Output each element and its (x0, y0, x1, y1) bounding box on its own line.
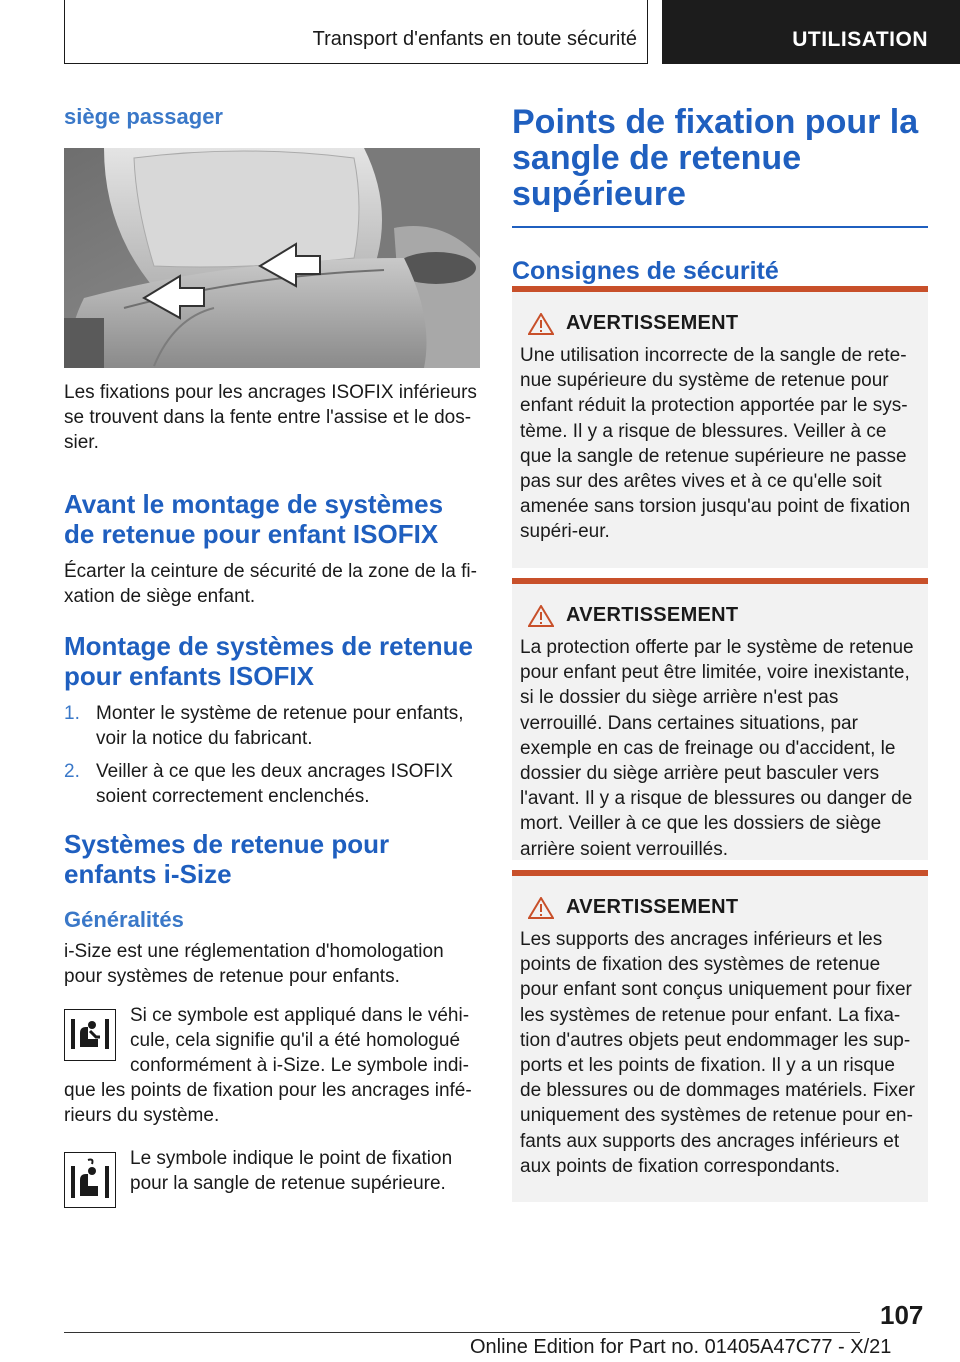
top-tether-symbol-note (64, 1146, 480, 1196)
step-number: 2. (64, 761, 80, 782)
warning-header (528, 896, 920, 919)
mounting-heading: Montage de systèmes de retenue pour enfants ISOFIX (64, 631, 473, 691)
warning-text: Les supports des ancrages inférieurs et les points de fixation des systèmes de retenue pour enfant sont conçus uniquement pour fixer les systèmes de retenue pour enfant. La fixa-tion d'autres objets peut endommager les sup-ports et les points de fixation. Il y a un risque de blessures ou de dommages matériels. Fixer uniquement des systèmes de retenue pour en-fants aux supports des ancrages inférieurs et aux points de fixation correspondants. (520, 929, 915, 1177)
left-column (64, 100, 480, 1212)
page-number: 107 (880, 1300, 924, 1330)
safety-heading: Consignes de sécurité (512, 256, 779, 285)
list-item (64, 701, 480, 751)
footer-divider (64, 1332, 860, 1333)
header-section-title: Transport d'enfants en toute sécurité (312, 28, 637, 50)
warning-box (512, 870, 928, 1202)
warning-text: Une utilisation incorrecte de la sangle de rete-nue supérieure du système de retenue pour enfant réduit la protection apportée par le sys-tème. Il y a risque de blessures. Veiller à ce que la sangle de retenue supérieure ne passe pas sur des arêtes vives et à ce qu'elle soit amenée sans torsion jusqu'au point de fixation supéri-eur. (520, 345, 911, 543)
warning-header (528, 604, 920, 627)
warning-header (528, 312, 920, 335)
warning-label: AVERTISSEMENT (566, 896, 739, 918)
warning-triangle-icon (528, 897, 554, 919)
top-tether-icon (64, 1152, 116, 1208)
seat-description: Les fixations pour les ancrages ISOFIX inférieurs se trouvent dans la fente entre l'assise et le dos-sier. (64, 382, 477, 453)
warning-label: AVERTISSEMENT (566, 604, 739, 626)
footer-edition: Online Edition for Part no. 01405A47C77 - X/21 (470, 1336, 892, 1358)
warning-triangle-icon (528, 605, 554, 627)
general-text: i-Size est une réglementation d'homologation pour systèmes de retenue pour enfants. (64, 941, 444, 987)
step-number: 1. (64, 703, 80, 724)
step-text: Monter le système de retenue pour enfants, voir la notice du fabricant. (96, 703, 464, 749)
before-mounting-text: Écarter la ceinture de sécurité de la zone de la fi-xation de siège enfant. (64, 561, 477, 607)
header-chapter-box (662, 0, 960, 64)
isize-symbol-note (64, 1003, 480, 1128)
seat-heading: siège passager (64, 104, 223, 129)
mounting-steps (64, 701, 480, 809)
general-heading: Généralités (64, 907, 184, 932)
header-chapter-title: UTILISATION (792, 28, 928, 51)
top-tether-symbol-text: Le symbole indique le point de fixation pour la sangle de retenue supérieure. (130, 1148, 453, 1194)
list-item (64, 759, 480, 809)
page-title: Points de fixation pour la sangle de retenue supérieure (512, 103, 919, 213)
header-section-box (64, 0, 648, 64)
warning-label: AVERTISSEMENT (566, 312, 739, 334)
isize-heading: Systèmes de retenue pour enfants i-Size (64, 829, 390, 889)
right-column (512, 100, 928, 286)
step-text: Veiller à ce que les deux ancrages ISOFIX soient correctement enclenchés. (96, 761, 453, 807)
isize-child-seat-icon (64, 1009, 116, 1061)
warning-box (512, 578, 928, 860)
before-mounting-heading: Avant le montage de systèmes de retenue pour enfant ISOFIX (64, 489, 444, 549)
isize-symbol-text: Si ce symbole est appliqué dans le véhi-cule, cela signifie qu'il a été homologué conformément à i-Size. Le symbole indi-que les points de fixation pour les ancrages infé-rieurs du système. (64, 1005, 472, 1126)
warning-text: La protection offerte par le système de retenue pour enfant peut être limitée, voire inexistante, si le dossier du siège arrière n'est pas verrouillé. Dans certaines situations, par exemple en cas de freinage ou d'accident, le dossier du siège arrière peut basculer vers l'avant. Il y a risque de blessures ou danger de mort. Veiller à ce que les dossiers de siège arrière soient verrouillés. (520, 637, 914, 860)
passenger-seat-photo (64, 148, 480, 368)
warning-box (512, 286, 928, 568)
warning-triangle-icon (528, 313, 554, 335)
title-divider (512, 226, 928, 228)
